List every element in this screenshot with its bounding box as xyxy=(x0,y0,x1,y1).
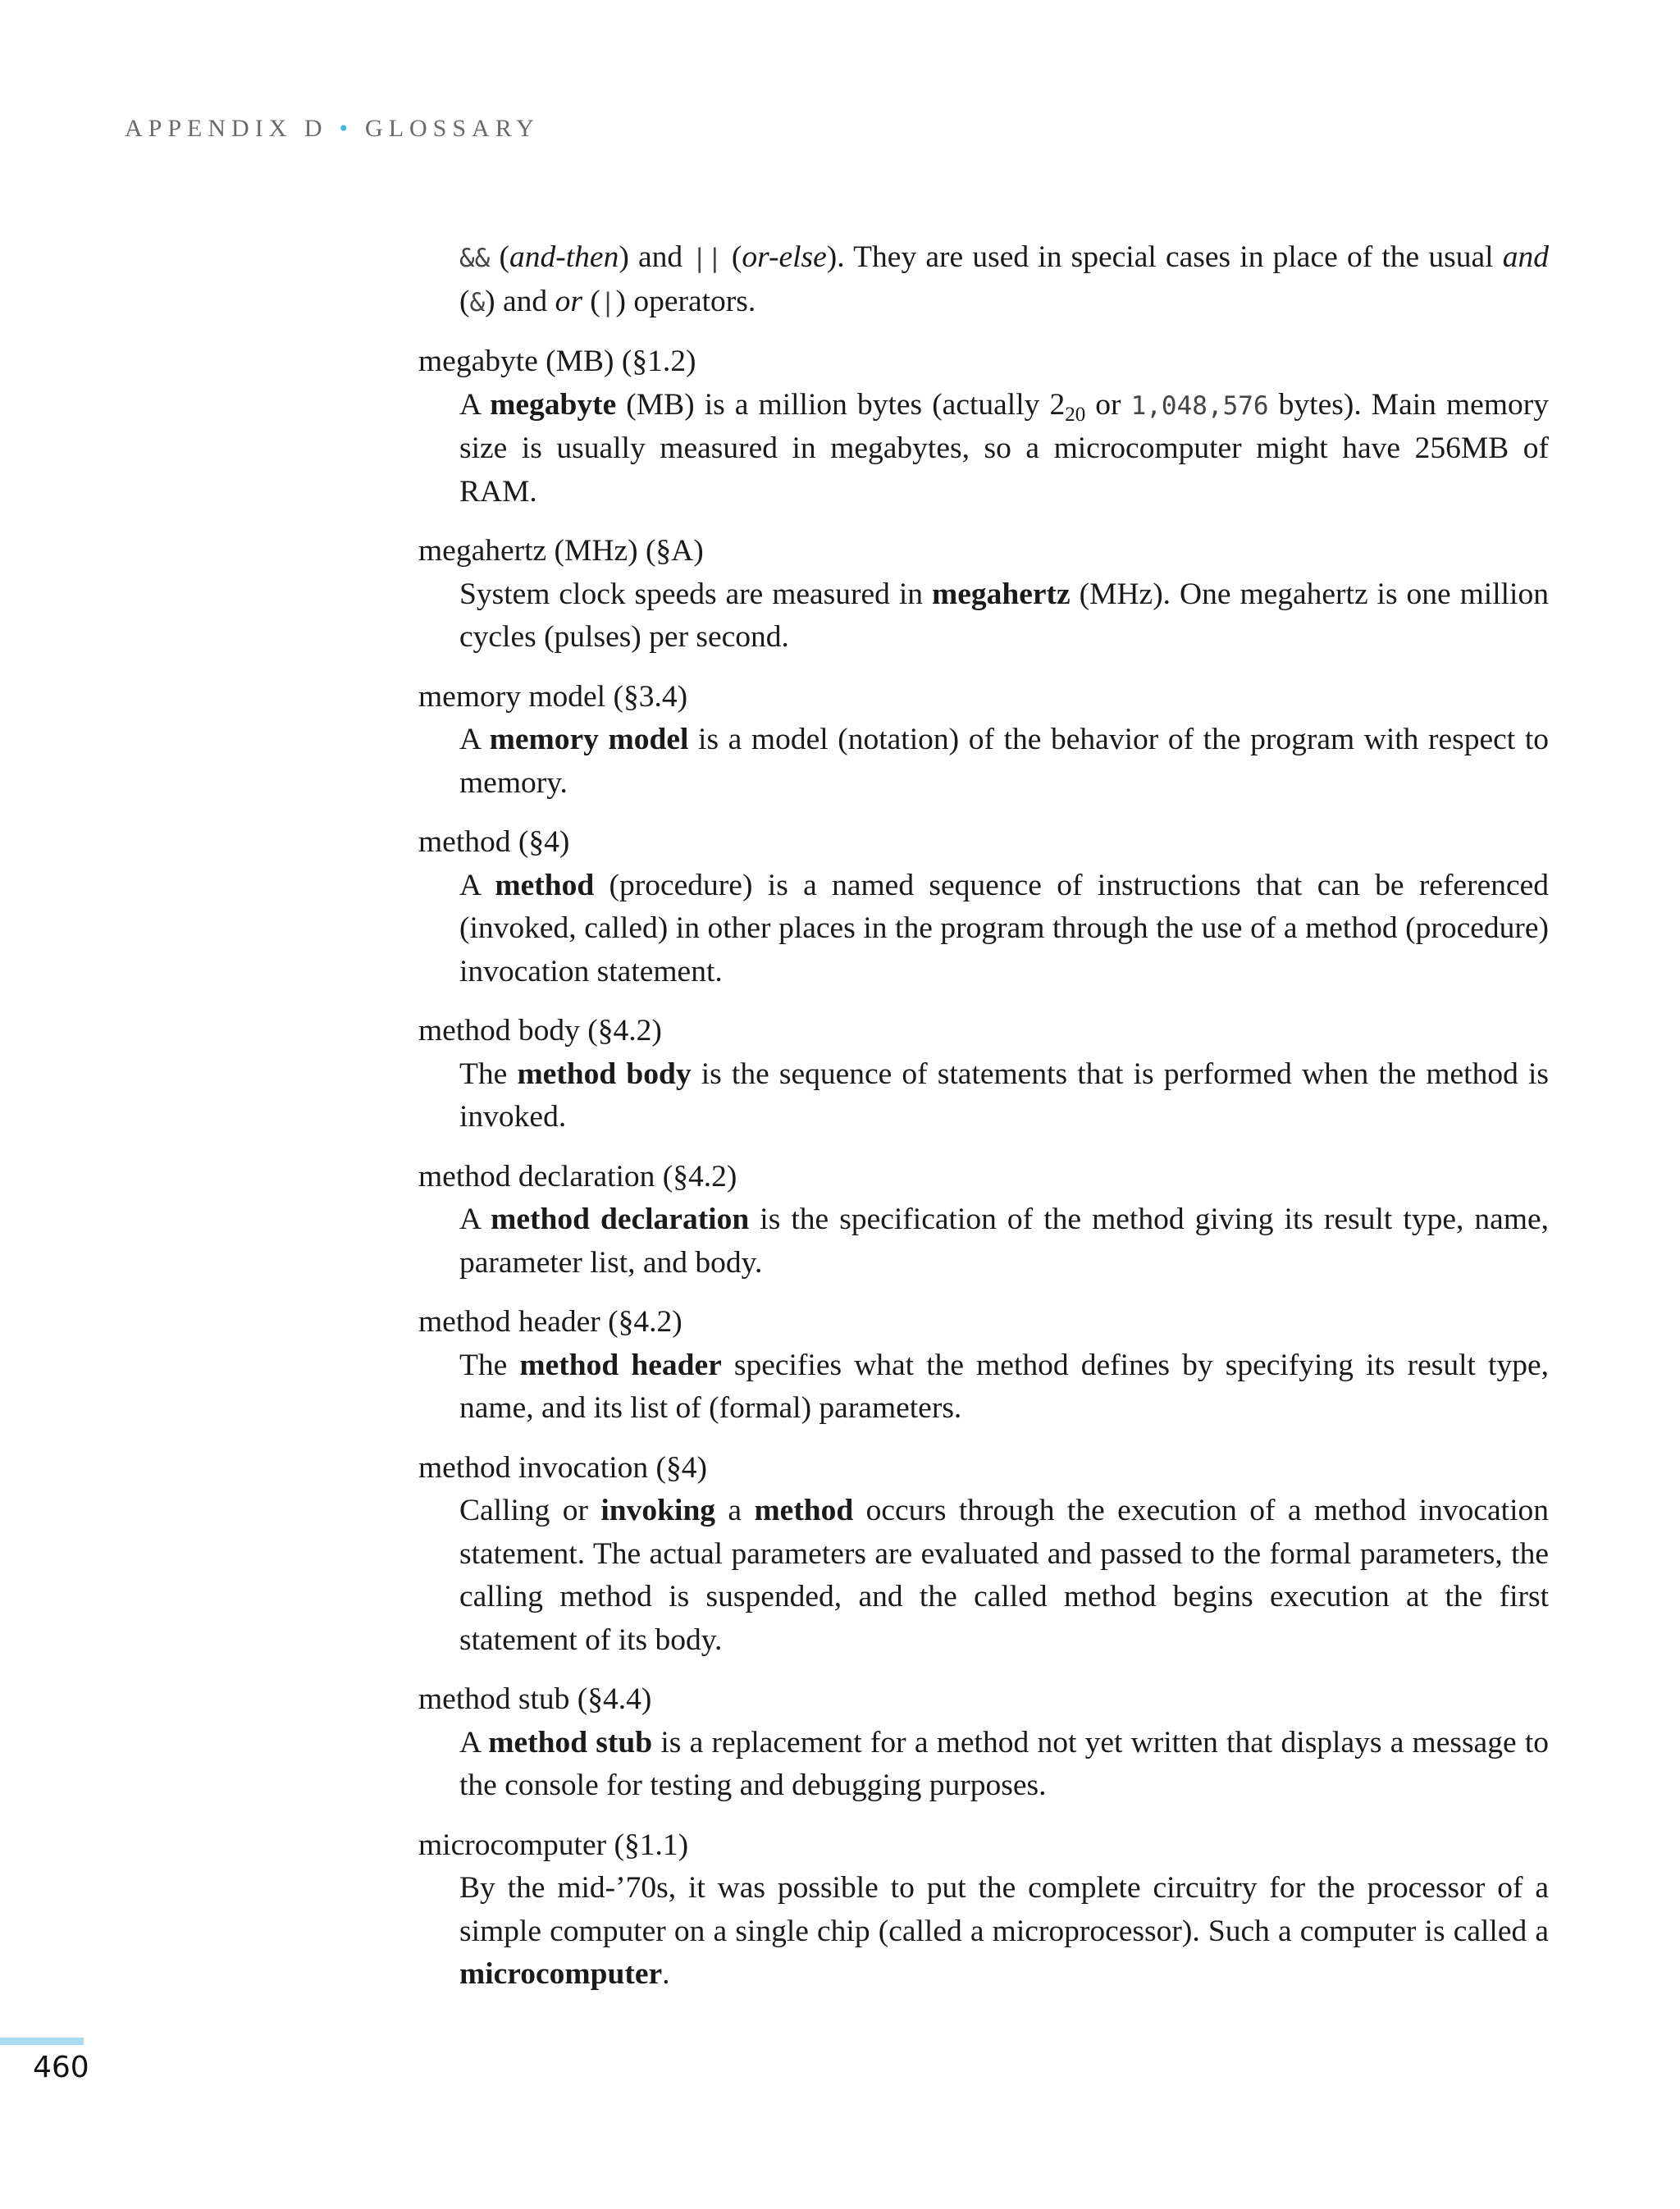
bold-term: method xyxy=(495,868,595,902)
text-span: is the specification of the method giving its result type, name, parameter list, and body. xyxy=(459,1203,1550,1280)
glossary-entry-method xyxy=(418,821,1549,993)
text-span: ). They are used in special cases in place of the usual xyxy=(826,240,1503,274)
and-operator: & xyxy=(469,287,486,317)
text-span: . xyxy=(662,1957,670,1991)
bold-term: invoking xyxy=(600,1494,716,1527)
running-head-section: APPENDIX D xyxy=(125,115,328,142)
text-span: is a model (notation) of the behavior of the program with respect to memory. xyxy=(459,723,1550,800)
glossary-definition xyxy=(459,1344,1549,1431)
glossary-definition xyxy=(459,384,1549,514)
glossary-term: megahertz (MHz) (§A) xyxy=(418,534,704,568)
glossary-term: method declaration (§4.2) xyxy=(418,1159,737,1193)
text-span: A xyxy=(459,868,495,902)
text-span: or xyxy=(1085,387,1131,422)
running-head-title: GLOSSARY xyxy=(365,115,540,142)
text-span: ) and xyxy=(619,240,692,274)
glossary-entry-method-body xyxy=(418,1010,1549,1139)
glossary-entry-megabyte xyxy=(418,340,1549,513)
text-span: A xyxy=(459,1725,489,1759)
text-span: ) and xyxy=(485,284,555,318)
bold-term: memory model xyxy=(489,723,689,756)
text-span: a xyxy=(715,1494,755,1527)
text-span: The xyxy=(459,1348,520,1382)
text-span: Calling or xyxy=(459,1494,601,1527)
text-span: (procedure) is a named sequence of instructions that can be referenced (invoked, called) in other places in the program through the use of a method (procedure) invocation statement. xyxy=(459,868,1549,988)
and-then-term: and-then xyxy=(509,240,619,274)
glossary-definition xyxy=(459,719,1549,805)
text-span: specifies what the method defines by specifying its result type, name, and its list of (formal) parameters. xyxy=(459,1348,1549,1425)
bold-term: megahertz xyxy=(932,577,1071,611)
or-word: or xyxy=(555,284,582,318)
glossary-definition xyxy=(459,865,1549,994)
glossary-definition xyxy=(459,1490,1549,1662)
text-span: (MB) is a million bytes (actually 2 xyxy=(616,387,1066,422)
glossary-entry-method-declaration xyxy=(418,1156,1549,1285)
bold-term: method declaration xyxy=(491,1203,750,1236)
glossary-term: memory model (§3.4) xyxy=(418,679,688,714)
text-span: A xyxy=(459,723,490,756)
text-span: ( xyxy=(490,240,510,274)
exponent: 20 xyxy=(1065,403,1086,426)
bold-term: megabyte xyxy=(490,387,617,422)
glossary-entry-method-stub xyxy=(418,1678,1549,1808)
or-else-operator: || xyxy=(692,244,723,273)
glossary-content xyxy=(418,236,1549,2013)
glossary-term: microcomputer (§1.1) xyxy=(418,1828,689,1862)
text-span: is the sequence of statements that is performed when the method is invoked. xyxy=(459,1057,1549,1134)
text-span: ( xyxy=(459,284,470,318)
running-head xyxy=(125,115,540,143)
or-else-term: or-else xyxy=(742,240,827,274)
bold-term: method body xyxy=(517,1057,692,1091)
or-operator: | xyxy=(600,287,616,317)
glossary-term: method header (§4.2) xyxy=(418,1305,682,1339)
bold-term: microcomputer xyxy=(459,1957,663,1991)
text-span: System clock speeds are measured in xyxy=(459,577,932,611)
text-span: ( xyxy=(582,284,600,318)
text-span: (MHz). One megahertz is one million cycles (pulses) per second. xyxy=(459,577,1549,654)
page-number: 460 xyxy=(33,2051,89,2084)
glossary-definition xyxy=(459,1867,1549,1997)
running-head-bullet: • xyxy=(339,115,354,142)
glossary-definition xyxy=(459,1053,1549,1139)
glossary-definition xyxy=(459,1722,1549,1808)
bold-term: method header xyxy=(519,1348,722,1382)
bold-term: method stub xyxy=(488,1725,653,1759)
page-number-bar xyxy=(0,2038,84,2045)
glossary-definition xyxy=(459,573,1549,660)
glossary-term: method (§4) xyxy=(418,825,570,859)
bold-term: method xyxy=(754,1494,854,1527)
glossary-entry-method-header xyxy=(418,1301,1549,1431)
glossary-term: method invocation (§4) xyxy=(418,1450,708,1485)
text-span: occurs through the execution of a method invocation statement. The actual parameters are evaluated and passed to the formal parameters, the calling method is suspended, and the called method begins execution at the first statement of its body. xyxy=(459,1494,1549,1657)
glossary-term: megabyte (MB) (§1.2) xyxy=(418,345,696,378)
code-number: 1,048,576 xyxy=(1130,390,1269,421)
glossary-entry-microcomputer xyxy=(418,1824,1549,1997)
glossary-entry-megahertz xyxy=(418,530,1549,660)
text-span: By the mid-’70s, it was possible to put the complete circuitry for the processor of a simple computer on a single chip (called a microprocessor). Such a computer is called a xyxy=(459,1871,1549,1948)
glossary-entry-method-invocation xyxy=(418,1447,1549,1663)
text-span: ) operators. xyxy=(615,284,756,318)
and-word: and xyxy=(1502,240,1549,274)
glossary-term: method stub (§4.4) xyxy=(418,1682,652,1716)
text-span: bytes). Main memory size is usually measured in megabytes, so a microcomputer might have 256MB of RAM. xyxy=(459,387,1549,509)
continued-definition xyxy=(459,236,1549,324)
text-span: is a replacement for a method not yet written that displays a message to the console for testing and debugging purposes. xyxy=(459,1725,1549,1802)
and-then-operator: && xyxy=(459,244,491,273)
glossary-definition xyxy=(459,1198,1549,1285)
text-span: A xyxy=(459,1203,491,1236)
glossary-entry-memory-model xyxy=(418,676,1549,806)
text-span: A xyxy=(459,387,491,422)
glossary-term: method body (§4.2) xyxy=(418,1014,662,1047)
text-span: ( xyxy=(722,240,742,274)
text-span: The xyxy=(459,1057,518,1091)
